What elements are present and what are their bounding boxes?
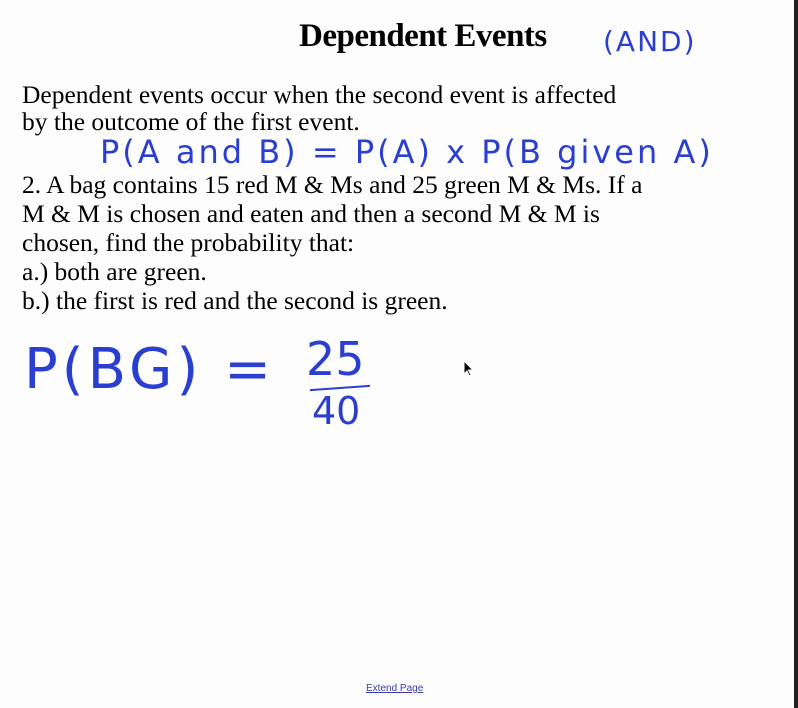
extend-page-link[interactable]: Extend Page <box>366 683 424 694</box>
handwritten-probability-label: P(BG) = <box>24 337 276 402</box>
handwritten-numerator: 25 <box>306 332 365 386</box>
handwritten-formula: P(A and B) = P(A) x P(B given A) <box>100 133 714 171</box>
handwritten-denominator: 40 <box>312 389 361 433</box>
problem-line-1: 2. A bag contains 15 red M & Ms and 25 green M & Ms. If a <box>22 170 643 199</box>
problem-part-b: b.) the first is red and the second is green. <box>22 286 448 315</box>
intro-line-1: Dependent events occur when the second event is affected <box>22 80 617 109</box>
page-title: Dependent Events <box>299 18 547 54</box>
handwritten-and-note: (AND) <box>603 25 697 58</box>
mouse-cursor-icon <box>463 360 475 383</box>
problem-part-a: a.) both are green. <box>22 257 207 286</box>
problem-line-2: M & M is chosen and eaten and then a second M & M is <box>22 199 600 228</box>
problem-line-3: chosen, find the probability that: <box>22 228 355 257</box>
window-edge <box>794 0 798 708</box>
intro-line-2: by the outcome of the first event. <box>22 107 360 136</box>
